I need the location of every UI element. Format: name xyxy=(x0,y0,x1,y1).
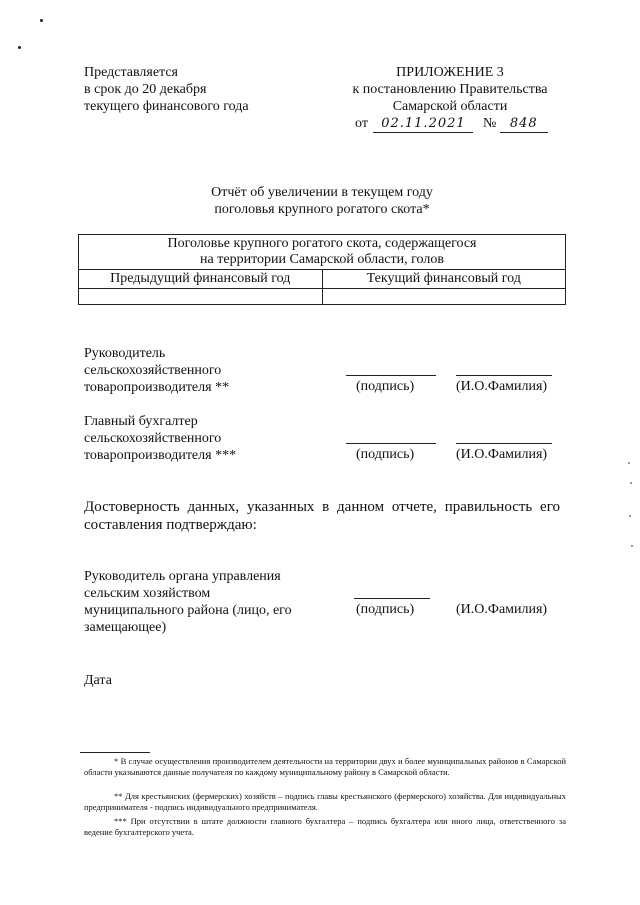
appendix-header xyxy=(330,64,570,115)
submission-line: в срок до 20 декабря xyxy=(84,82,207,97)
footnote-separator xyxy=(80,752,150,753)
name-line[interactable] xyxy=(456,375,552,376)
signature-line[interactable] xyxy=(346,443,436,444)
scan-speck xyxy=(628,462,630,464)
column-current-year: Текущий финансовый год xyxy=(322,270,566,289)
footnote-3: *** При отсутствии в штате должности главного бухгалтера – подпись бухгалтера или иного лица, ответственного за ведение бухгалтерского учета. xyxy=(84,816,566,837)
table-header-line: Поголовье крупного рогатого скота, содержащегося xyxy=(167,236,477,251)
scan-speck xyxy=(629,515,631,517)
value-previous-year[interactable] xyxy=(79,289,323,305)
confirmation-text: Достоверность данных, указанных в данном отчете, правильность его составления подтверждаю: xyxy=(84,499,560,533)
date-label: Дата xyxy=(84,673,112,688)
signature-line[interactable] xyxy=(354,598,430,599)
value-current-year[interactable] xyxy=(322,289,566,305)
name-caption: (И.О.Фамилия) xyxy=(456,602,548,617)
scan-dot xyxy=(40,19,43,22)
label-line: замещающее) xyxy=(84,620,167,635)
appendix-line: к постановлению Правительства xyxy=(352,82,548,97)
chief-accountant-label xyxy=(84,413,236,464)
label-line: сельскохозяйственного xyxy=(84,431,222,446)
head-producer-label xyxy=(84,345,229,396)
date-prefix: от xyxy=(355,116,368,131)
signature-caption: (подпись) xyxy=(356,602,415,617)
appendix-line: Самарской области xyxy=(392,99,508,114)
signature-caption: (подпись) xyxy=(356,379,415,394)
label-line: сельскохозяйственного xyxy=(84,363,222,378)
submission-note xyxy=(84,64,249,115)
appendix-date-row xyxy=(355,115,555,133)
footnote-1: * В случае осуществления производителем деятельности на территории двух и более муниципальных районов в Самарской области указываются данные получателя по каждому муниципальному району в Самарской области. xyxy=(84,756,566,777)
label-line: сельским хозяйством xyxy=(84,586,211,601)
column-previous-year: Предыдущий финансовый год xyxy=(79,270,323,289)
name-caption: (И.О.Фамилия) xyxy=(456,379,548,394)
footnote-2: ** Для крестьянских (фермерских) хозяйств – подпись главы крестьянского (фермерского) хозяйства. Для индивидуальных предпринимателя - подпись индивидуального предпринимателя. xyxy=(84,791,566,812)
handwritten-date: 02.11.2021 xyxy=(373,115,473,133)
scan-speck xyxy=(630,482,632,484)
report-title xyxy=(80,184,564,218)
label-line: муниципального района (лицо, его xyxy=(84,603,292,618)
name-caption: (И.О.Фамилия) xyxy=(456,447,548,462)
label-line: Руководитель органа управления xyxy=(84,569,281,584)
table-header-line: на территории Самарской области, голов xyxy=(200,252,444,267)
scan-speck xyxy=(631,545,633,547)
label-line: товаропроизводителя *** xyxy=(84,448,237,463)
number-prefix: № xyxy=(482,116,497,131)
label-line: Руководитель xyxy=(84,346,166,361)
report-title-line: Отчёт об увеличении в текущем году xyxy=(211,185,433,200)
submission-line: Представляется xyxy=(84,65,178,80)
name-line[interactable] xyxy=(456,443,552,444)
label-line: Главный бухгалтер xyxy=(84,414,198,429)
signature-caption: (подпись) xyxy=(356,447,415,462)
submission-line: текущего финансового года xyxy=(84,99,249,114)
report-title-line: поголовья крупного рогатого скота* xyxy=(214,202,430,217)
scan-dot xyxy=(18,46,21,49)
signature-line[interactable] xyxy=(346,375,436,376)
table-header xyxy=(79,235,566,270)
handwritten-number: 848 xyxy=(500,115,548,133)
livestock-table xyxy=(78,234,566,305)
label-line: товаропроизводителя ** xyxy=(84,380,230,395)
appendix-title: ПРИЛОЖЕНИЕ 3 xyxy=(396,65,504,80)
agriculture-head-label xyxy=(84,568,292,636)
